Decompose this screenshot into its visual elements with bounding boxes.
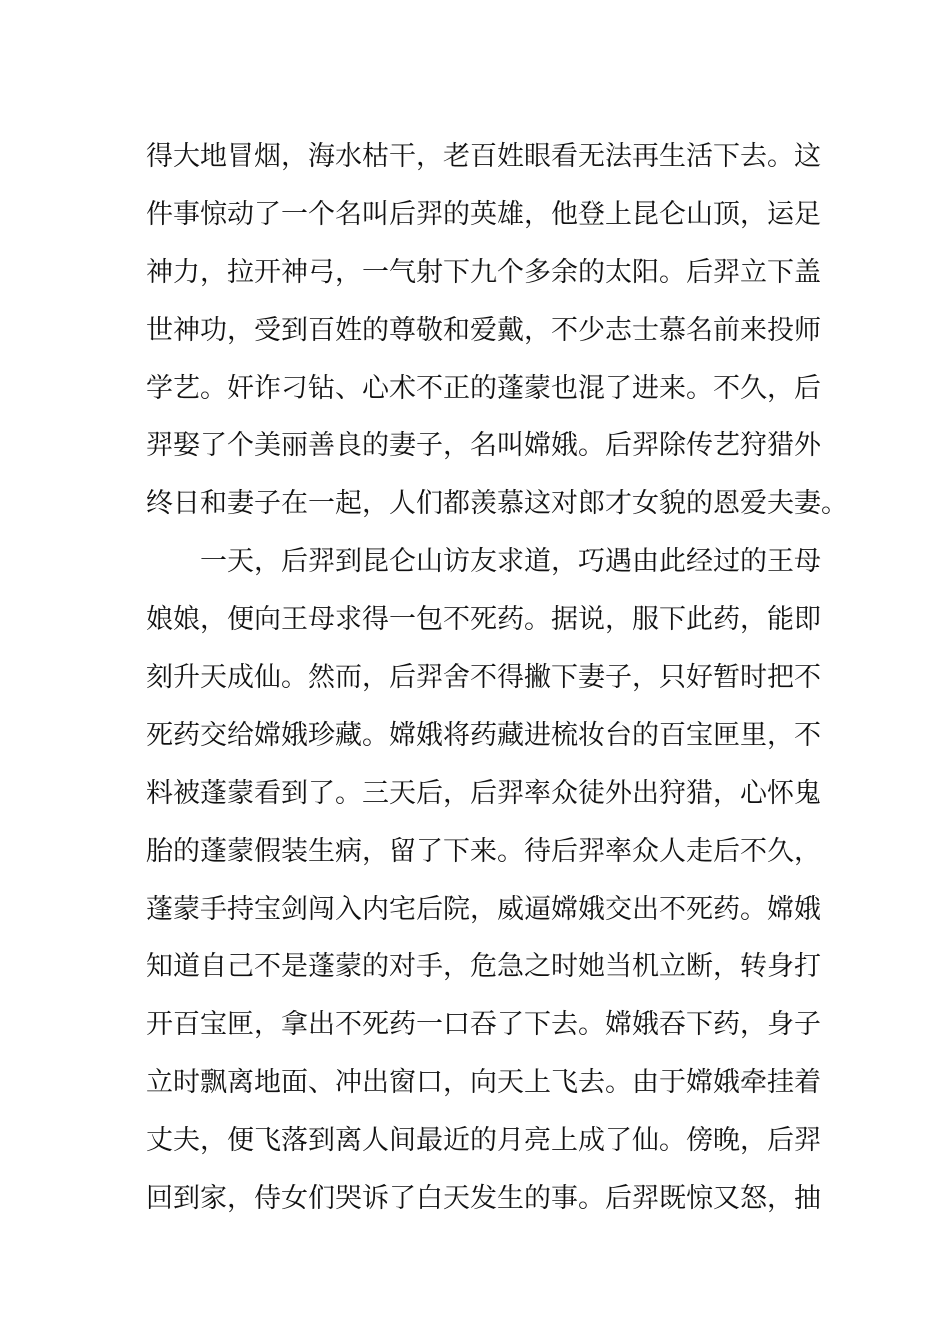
paragraph-first-line: 一天，后羿到昆仑山访友求道，巧遇由此经过的王母 [200,546,821,578]
text-line: 立时飘离地面、冲出窗口，向天上飞去。由于嫦娥牵挂着 [146,1067,821,1099]
text-line: 得大地冒烟，海水枯干，老百姓眼看无法再生活下去。这 [146,141,821,172]
text-line: 开百宝匣，拿出不死药一口吞了下去。嫦娥吞下药，身子 [146,1009,821,1041]
text-line: 丈夫，便飞落到离人间最近的月亮上成了仙。傍晚，后羿 [146,1125,821,1157]
text-line: 胎的蓬蒙假装生病，留了下来。待后羿率众人走后不久， [146,835,821,867]
text-line: 神力，拉开神弓，一气射下九个多余的太阳。后羿立下盖 [146,256,821,288]
text-line: 回到家，侍女们哭诉了白天发生的事。后羿既惊又怒，抽 [146,1183,821,1215]
text-line: 世神功，受到百姓的尊敬和爱戴，不少志士慕名前来投师 [146,314,821,346]
text-line: 娘娘，便向王母求得一包不死药。据说，服下此药，能即 [146,604,821,636]
body-text [146,128,848,1228]
text-line: 死药交给嫦娥珍藏。嫦娥将药藏进梳妆台的百宝匣里，不 [146,719,821,751]
text-line: 料被蓬蒙看到了。三天后，后羿率众徒外出狩猎，心怀鬼 [146,777,821,809]
text-line: 终日和妻子在一起，人们都羡慕这对郎才女貌的恩爱夫妻。 [146,488,848,520]
text-line: 件事惊动了一个名叫后羿的英雄，他登上昆仑山顶，运足 [146,198,821,230]
text-line: 蓬蒙手持宝剑闯入内宅后院，威逼嫦娥交出不死药。嫦娥 [146,893,821,925]
text-line: 学艺。奸诈刁钻、心术不正的蓬蒙也混了进来。不久，后 [146,372,821,404]
text-line: 知道自己不是蓬蒙的对手，危急之时她当机立断，转身打 [146,951,821,983]
text-line: 刻升天成仙。然而，后羿舍不得撇下妻子，只好暂时把不 [146,662,821,694]
text-line: 羿娶了个美丽善良的妻子，名叫嫦娥。后羿除传艺狩猎外 [146,430,821,462]
